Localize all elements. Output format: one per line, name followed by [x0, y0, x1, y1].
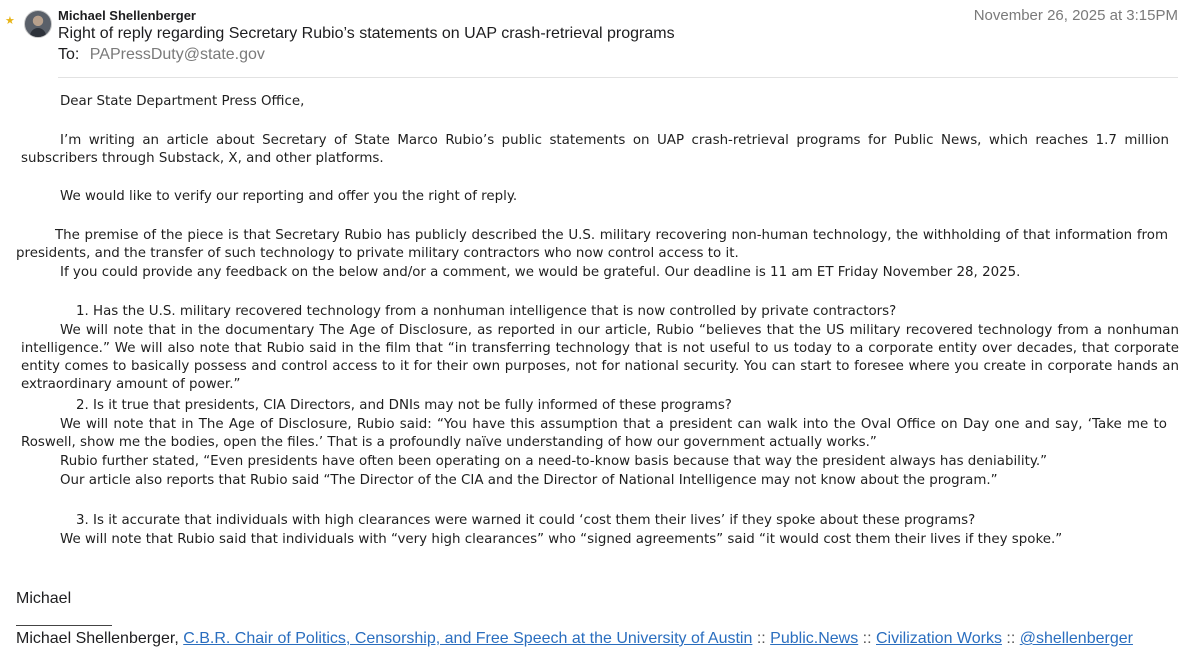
answer-2-article: Our article also reports that Rubio said “The Director of the CIA and the Director of National Intelligence may not know about the program.”	[60, 473, 998, 488]
signature-rule	[16, 625, 112, 626]
email-header	[0, 0, 1200, 78]
signature-full-name: Michael Shellenberger,	[16, 630, 179, 647]
sender-avatar[interactable]	[24, 10, 52, 38]
answer-2-further: Rubio further stated, “Even presidents have often been operating on a need-to-know basis because that way the president always has deniability.”	[60, 454, 1048, 469]
paragraph-premise: The premise of the piece is that Secretary Rubio has publicly described the U.S. military recovering non-human technology, the withholding of that information from presidents, and the transfer of such technology to private military contractors who now control access to it.	[16, 228, 1168, 261]
sender-name[interactable]: Michael Shellenberger	[58, 8, 196, 23]
separator: ::	[756, 630, 766, 647]
signature-first-name: Michael	[16, 590, 72, 607]
header-divider	[58, 77, 1178, 78]
recipient-address[interactable]: PAPressDuty@state.gov	[89, 46, 265, 63]
recipient-row	[58, 46, 265, 64]
link-twitter-handle[interactable]: @shellenberger	[1019, 630, 1133, 647]
question-2: 2. Is it true that presidents, CIA Directors, and DNIs may not be fully informed of these programs?	[76, 398, 732, 413]
link-public-news[interactable]: Public.News	[770, 630, 859, 647]
email-date: November 26, 2025 at 3:15PM	[973, 7, 1178, 24]
to-label: To:	[58, 46, 80, 63]
question-1: 1. Has the U.S. military recovered technology from a nonhuman intelligence that is now controlled by private contractors?	[76, 304, 897, 319]
email-subject: Right of reply regarding Secretary Rubio’s statements on UAP crash-retrieval programs	[58, 25, 675, 42]
flag-star-icon[interactable]: ★	[5, 15, 15, 27]
paragraph-verify: We would like to verify our reporting and offer you the right of reply.	[60, 189, 518, 204]
question-3: 3. Is it accurate that individuals with high clearances were warned it could ‘cost them their lives’ if they spoke about these programs?	[76, 513, 976, 528]
answer-3: We will note that Rubio said that individuals with “very high clearances” who “signed agreements” said “it would cost them their lives if they spoke.”	[60, 532, 1063, 547]
link-civilization-works[interactable]: Civilization Works	[876, 630, 1002, 647]
paragraph-intro: I’m writing an article about Secretary of State Marco Rubio’s public statements on UAP crash-retrieval programs for Public News, which reaches 1.7 million subscribers through Substack, X, and other platforms.	[21, 133, 1169, 166]
signature-line	[16, 630, 1133, 648]
greeting: Dear State Department Press Office,	[60, 94, 305, 109]
link-uatx-chair[interactable]: C.B.R. Chair of Politics, Censorship, and Free Speech at the University of Austin	[183, 630, 753, 647]
paragraph-deadline: If you could provide any feedback on the below and/or a comment, we would be grateful. Our deadline is 11 am ET Friday November 28, 2025.	[60, 265, 1021, 280]
separator: ::	[862, 630, 872, 647]
separator: ::	[1006, 630, 1016, 647]
answer-1: We will note that in the documentary The Age of Disclosure, as reported in our article, Rubio “believes that the US military recovered technology from a nonhuman intelligence.” We will also note that Rubio said in the film that “in transferring technology that is not useful to us today to a corporate entity over decades, that corporate entity comes to basically possess and control access to it for their own purposes, not for national security. You can start to foresee where you create in corporate hands an extraordinary amount of power.”	[21, 323, 1179, 392]
answer-2-quote: We will note that in The Age of Disclosure, Rubio said: “You have this assumption that a president can walk into the Oval Office on Day one and say, ‘Take me to Roswell, show me the bodies, open the files.’ That is a profoundly naïve understanding of how our government actually works.”	[21, 417, 1167, 450]
